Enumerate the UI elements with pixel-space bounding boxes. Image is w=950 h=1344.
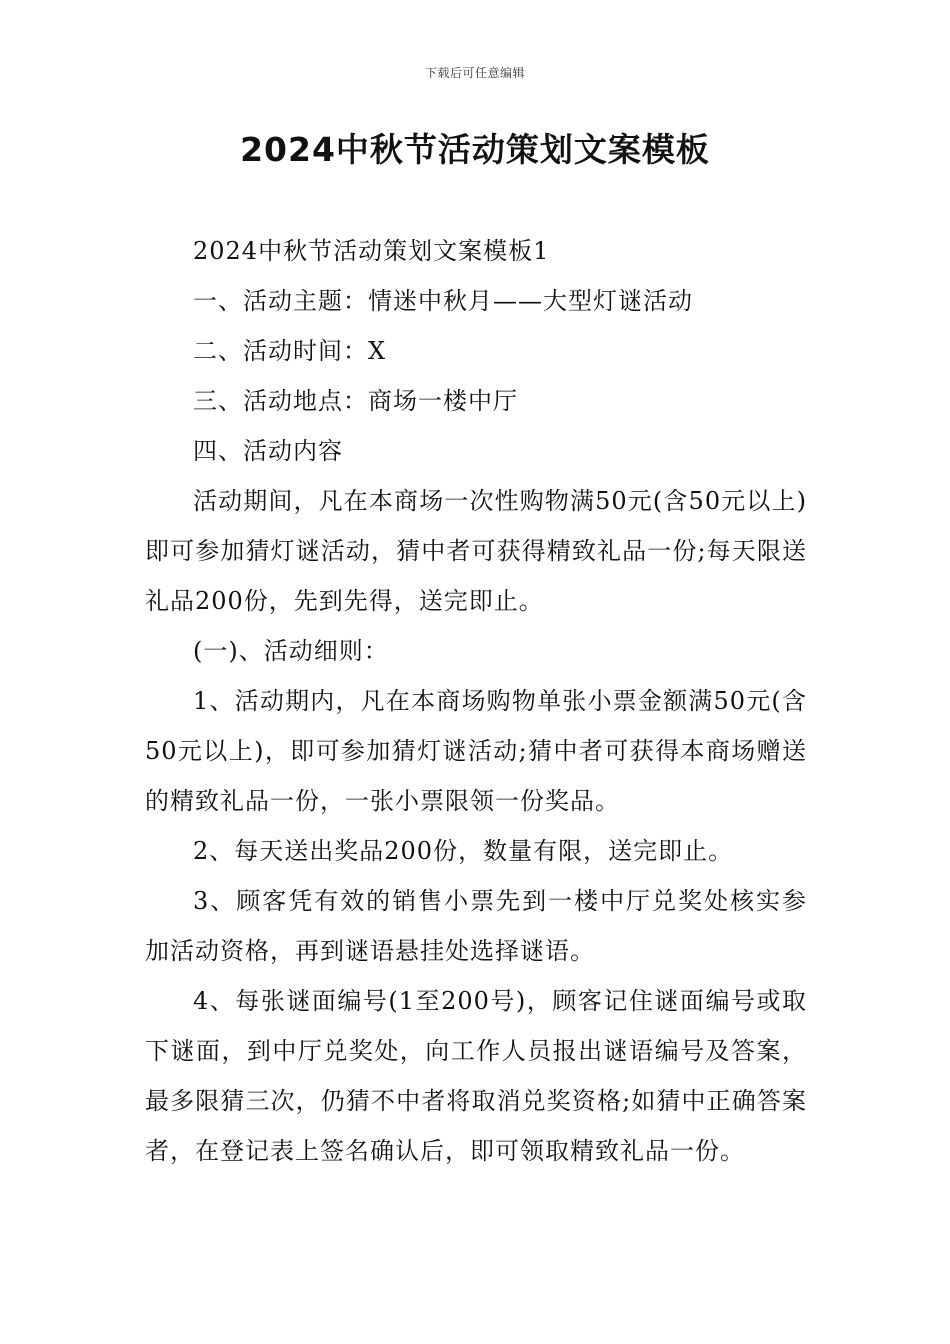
paragraph-rule-1: 1、活动期内，凡在本商场购物单张小票金额满50元(含50元以上)，即可参加猜灯谜活动;猜中者可获得本商场赠送的精致礼品一份，一张小票限领一份奖品。	[145, 687, 807, 815]
paragraph-rules-heading: (一)、活动细则：	[193, 637, 389, 665]
paragraph-time: 二、活动时间：X	[193, 337, 387, 365]
paragraph-rule-2: 2、每天送出奖品200份，数量有限，送完即止。	[193, 837, 734, 865]
paragraph-theme: 一、活动主题：情迷中秋月——大型灯谜活动	[193, 287, 693, 315]
paragraph-subtitle: 2024中秋节活动策划文案模板1	[193, 237, 550, 265]
paragraph-content-heading: 四、活动内容	[193, 437, 343, 465]
document-title: 2024中秋节活动策划文案模板	[240, 130, 710, 169]
document-body	[145, 226, 807, 1176]
page-header: 下载后可任意编辑	[424, 66, 525, 80]
paragraph-rule-3: 3、顾客凭有效的销售小票先到一楼中厅兑奖处核实参加活动资格，再到谜语悬挂处选择谜语。	[145, 887, 807, 965]
paragraph-location: 三、活动地点：商场一楼中厅	[193, 387, 518, 415]
paragraph-content-intro: 活动期间，凡在本商场一次性购物满50元(含50元以上)即可参加猜灯谜活动，猜中者可获得精致礼品一份;每天限送礼品200份，先到先得，送完即止。	[145, 487, 807, 615]
paragraph-rule-4: 4、每张谜面编号(1至200号)，顾客记住谜面编号或取下谜面，到中厅兑奖处，向工作人员报出谜语编号及答案，最多限猜三次，仍猜不中者将取消兑奖资格;如猜中正确答案者，在登记表上签名确认后，即可领取精致礼品一份。	[145, 987, 807, 1165]
